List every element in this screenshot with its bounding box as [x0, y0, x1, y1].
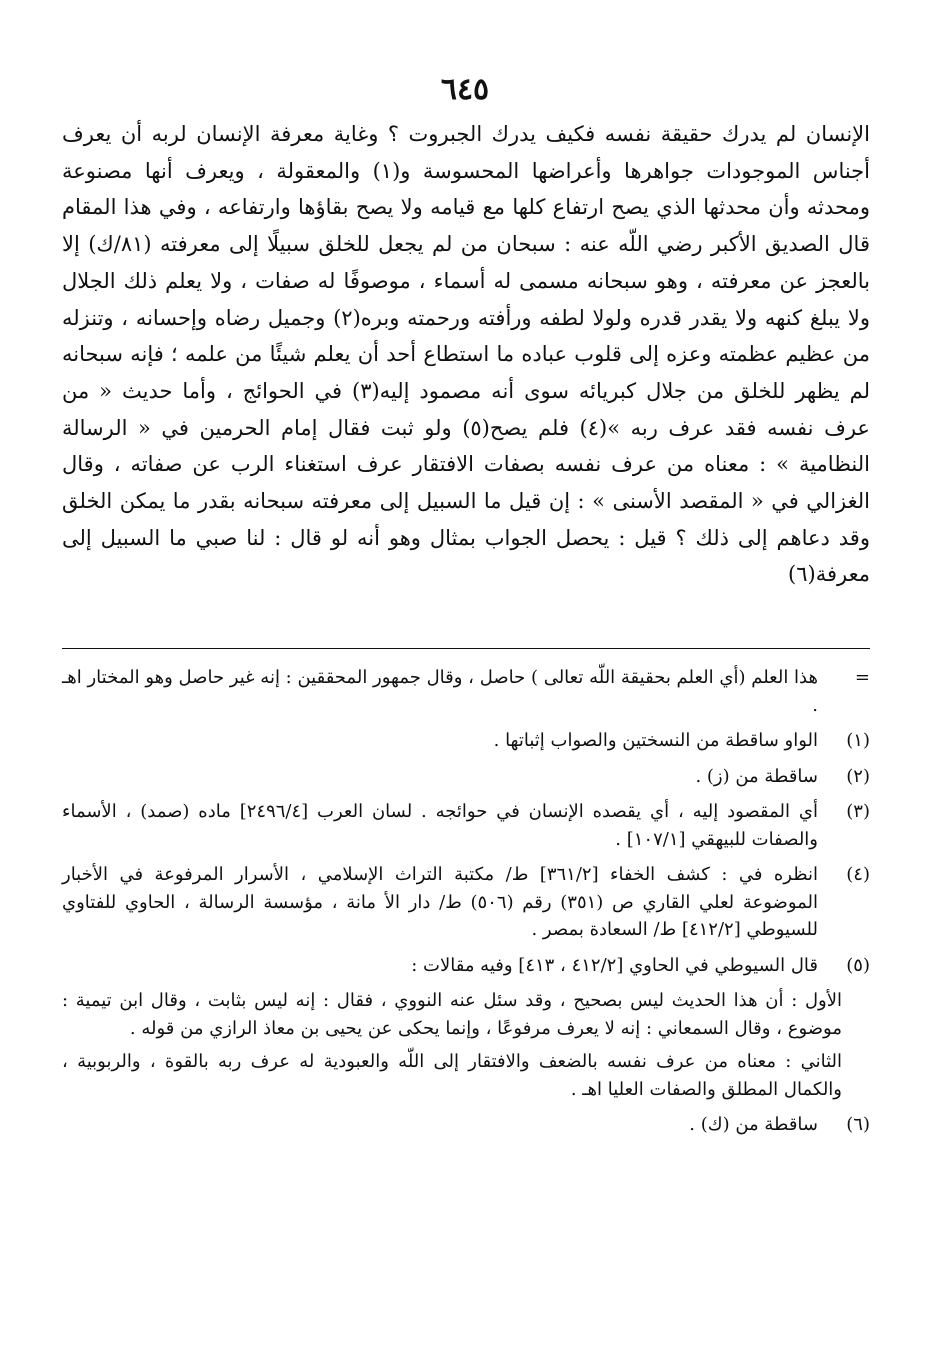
footnote-6	[62, 1111, 870, 1139]
footnote-text: أي المقصود إليه ، أي يقصده الإنسان في حوائجه . لسان العرب [٢٤٩٦/٤] ماده (صمد) ، الأسماء والصفات للبيهقي [١٠٧/١] .	[62, 801, 818, 850]
footnote-5-second-view: الثاني : معناه من عرف نفسه بالضعف والافتقار إلى اللّه والعبودية له عرف ربه بالقوة ، والربوبية ، والكمال المطلق والصفات العليا اهـ .	[62, 1051, 842, 1100]
footnote-5-details	[62, 987, 870, 1103]
footnote-mark: (٢)	[846, 765, 870, 787]
footnote-text: الواو ساقطة من النسختين والصواب إثباتها .	[493, 730, 818, 751]
footnote-1	[62, 727, 870, 755]
footnote-text: ساقطة من (ز) .	[695, 765, 818, 787]
main-text	[62, 116, 870, 593]
footnote-mark: (٤)	[846, 864, 870, 885]
footnote-text: انظره في : كشف الخفاء [٣٦١/٢] ط/ مكتبة التراث الإسلامي ، الأسرار المرفوعة في الأخبار الموضوعة لعلي القاري ص (٣٥١) رقم (٥٠٦) ط/ دار الأ مانة ، مؤسسة الرسالة ، الحاوي للفتاوي للسيوطي [٤١٢/٢] ط/ السعادة بمصر .	[62, 864, 819, 940]
footnote-5	[62, 952, 870, 980]
footnote-mark: =	[854, 667, 870, 688]
footnote-5-first-view: الأول : أن هذا الحديث ليس بصحيح ، وقد سئل عنه النووي ، فقال : إنه ليس بثابت ، وقال ابن تيمية : موضوع ، وقال السمعاني : إنه لا يعرف مرفوعًا ، وإنما يحكى عن يحيى بن معاذ الرازي من قوله .	[62, 990, 842, 1039]
footnote-text: قال السيوطي في الحاوي [٤١٢/٢ ، ٤١٣] وفيه مقالات :	[411, 954, 818, 976]
footnote-text: ساقطة من (ك) .	[689, 1114, 818, 1135]
footnote-continued	[62, 664, 870, 719]
footnote-text: هذا العلم (أي العلم بحقيقة اللّه تعالى ) حاصل ، وقال جمهور المحققين : إنه غير حاصل وهو المختار اهـ .	[62, 667, 818, 716]
footnote-4	[62, 861, 870, 944]
footnote-mark: (٦)	[846, 1114, 870, 1135]
footnote-separator	[62, 648, 870, 649]
page-number: ٦٤٥	[440, 72, 490, 107]
footnotes	[62, 664, 870, 1147]
footnote-mark: (١)	[846, 730, 870, 751]
footnote-mark: (٣)	[846, 801, 870, 822]
footnote-3	[62, 798, 870, 853]
footnote-2	[62, 763, 870, 791]
footnote-mark: (٥)	[846, 954, 870, 976]
main-paragraph: الإنسان لم يدرك حقيقة نفسه فكيف يدرك الجبروت ؟ وغاية معرفة الإنسان لربه أن يعرف أجناس الموجودات جواهرها وأعراضها المحسوسة و(١) والمعقولة ، ويعرف أنها مصنوعة ومحدثه وأن محدثها الذي يصح ارتفاع كلها مع قيامه ولا يصح بقاؤها وارتفاعه ، وفي هذا المقام قال الصديق الأكبر رضي اللّه عنه : سبحان من لم يجعل للخلق سبيلًا إلى معرفته (٨١/ك) إلا بالعجز عن معرفته ، وهو سبحانه مسمى له أسماء ، موصوفًا له صفات ، ولا يعلم ذلك الجلال ولا يبلغ كنهه ولا يقدر قدره ولولا لطفه ورأفته ورحمته وبره(٢) وجميل رضاه وإحسانه ، وتنزله من عظيم عظمته وعزه إلى قلوب عباده ما استطاع أحد أن يعلم شيئًا من علمه ؛ فإنه سبحانه لم يظهر للخلق من جلال كبريائه سوى أنه مصمود إليه(٣) في الحوائج ، وأما حديث « من عرف نفسه فقد عرف ربه »(٤) فلم يصح(٥) ولو ثبت فقال إمام الحرمين في « الرسالة النظامية » : معناه من عرف نفسه بصفات الافتقار عرف استغناء الرب عن صفاته ، وقال الغزالي في « المقصد الأسنى » : إن قيل ما السبيل إلى معرفته سبحانه بقدر ما يمكن الخلق وقد دعاهم إلى ذلك ؟ قيل : يحصل الجواب بمثال وهو أنه لو قال : لنا صبي ما السبيل إلى معرفة(٦)	[62, 122, 870, 587]
